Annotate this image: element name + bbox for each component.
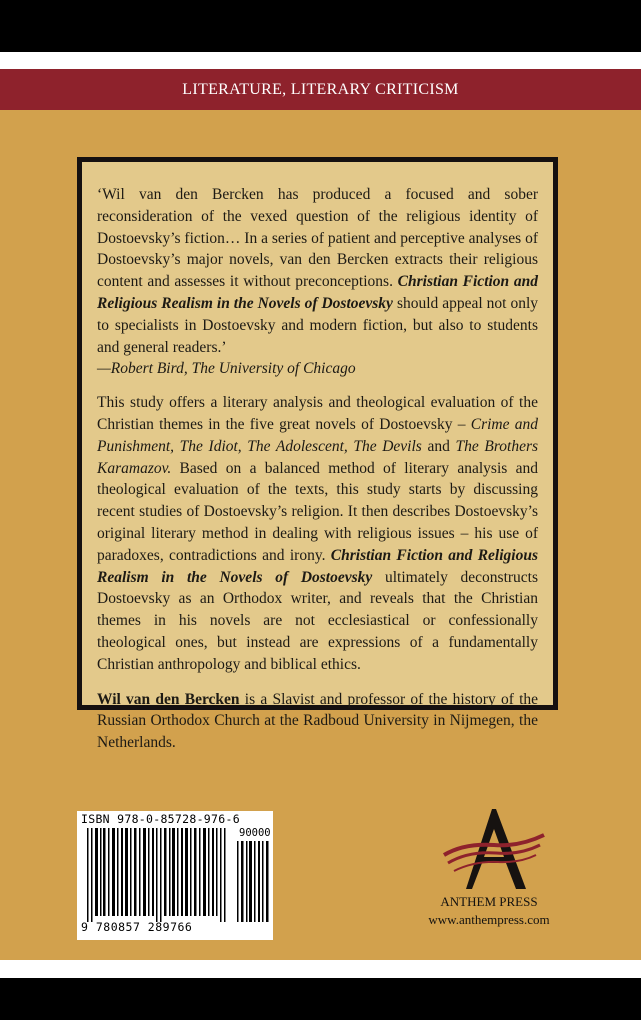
description-intro: This study offers a literary analysis and theological evaluation of the Christian themes in the five great novels of Dostoevsky –: [97, 394, 538, 433]
back-cover: [0, 69, 641, 960]
quote-text: ‘Wil van den Bercken has produced a focused and sober reconsideration of the vexed question of the religious identity of Dostoevsky’s fiction… In a series of patient and perceptive analyses of Dostoevsky’s major novels, van den Bercken extracts their religious content and assesses it without preconceptions.: [97, 186, 538, 291]
author-name: Wil van den Bercken: [97, 690, 240, 708]
description-book-title: Christian Fiction and Religious Realism in the Novels of Dostoevsky: [97, 546, 539, 586]
top-black-border: [0, 0, 641, 52]
isbn-barcode: [77, 811, 273, 940]
author-paragraph: [97, 689, 538, 754]
description-middle: Based on a balanced method of literary analysis and theological evaluation of the texts, this study starts by discussing recent studies of Dostoevsky’s religion. It then describes Dostoevsky’s original literary method in dealing with religious issues – his use of paradoxes, contradictions and irony.: [97, 459, 539, 564]
quote-book-title: Christian Fiction and Religious Realism in the Novels of Dostoevsky: [97, 273, 538, 312]
category-banner: LITERATURE, LITERARY CRITICISM: [0, 69, 641, 110]
description-last-novel: The Brothers Karamazov.: [97, 437, 539, 477]
quote-attribution: —Robert Bird, The University of Chicago: [97, 360, 356, 378]
description-end: ultimately deconstructs Dostoevsky as an Orthodox writer, and reveals that the Christian themes in his novels are not ecclesiastical or confessionally theological ones, but instead are expressions of a fundamentally Christian anthropology and biblical ethics.: [97, 568, 539, 673]
author-bio: is a Slavist and professor of the history of the Russian Orthodox Church at the Radboud University in Nijmegen, the Netherlands.: [97, 690, 539, 752]
bottom-black-border: [0, 978, 641, 1020]
top-white-strip: [0, 52, 641, 69]
description-novels: Crime and Punishment, The Idiot, The Adolescent, The Devils: [97, 415, 538, 455]
blurb-text: [97, 162, 538, 754]
anthem-logo-icon: [434, 805, 554, 905]
quote-text-2: should appeal not only to specialists in Dostoevsky and modern fiction, but also to students and general readers.’: [97, 294, 539, 356]
publisher-website[interactable]: www.anthempress.com: [428, 912, 550, 927]
review-quote: [97, 184, 538, 380]
description-and: and: [427, 437, 450, 455]
publisher-name: ANTHEM PRESS: [440, 894, 538, 909]
price-code: 90000: [239, 827, 271, 839]
isbn-label: ISBN 978-0-85728-976-6: [81, 812, 240, 826]
barcode-digits: 9 780857 289766: [81, 920, 193, 934]
blurb-box: [77, 157, 558, 752]
bottom-white-strip: [0, 960, 641, 978]
description-paragraph: [97, 392, 538, 675]
